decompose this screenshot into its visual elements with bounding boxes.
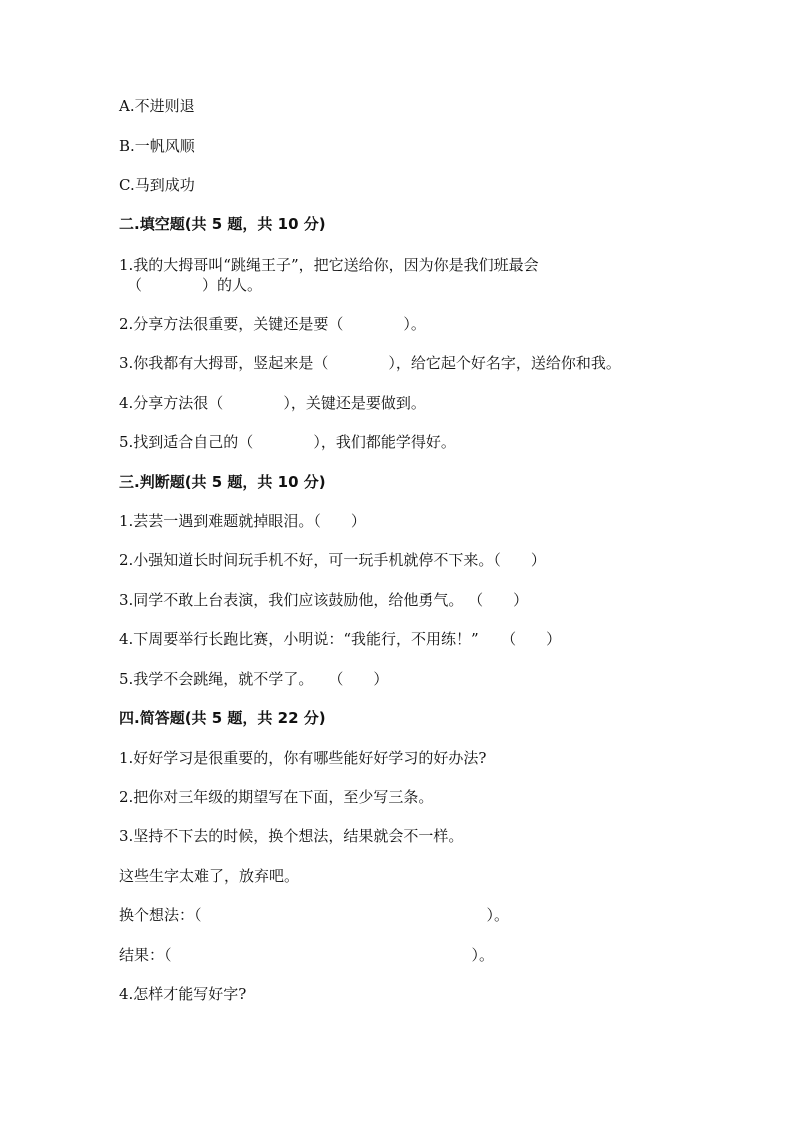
- judge-question-2: 2.小强知道长时间玩手机不好，可一玩手机就停不下来。（ ）: [119, 551, 546, 569]
- short-answer-question-3: 3.坚持不下去的时候，换个想法，结果就会不一样。: [119, 827, 464, 845]
- fill-question-1-line-2: （ ）的人。: [127, 276, 263, 294]
- fill-question-3: 3.你我都有大拇哥，竖起来是（ ），给它起个好名字，送给你和我。: [119, 354, 621, 372]
- judge-question-1: 1.芸芸一遇到难题就掉眼泪。（ ）: [119, 512, 366, 530]
- fill-question-2: 2.分享方法很重要，关键还是要（ ）。: [119, 315, 426, 333]
- short-answer-question-4: 4.怎样才能写好字?: [119, 985, 247, 1003]
- fill-question-1-line-1: 1.我的大拇哥叫“跳绳王子”，把它送给你，因为你是我们班最会: [119, 256, 539, 274]
- short-answer-question-3-prompt: 这些生字太难了，放弃吧。: [119, 867, 300, 885]
- fill-question-4: 4.分享方法很（ ），关键还是要做到。: [119, 394, 426, 412]
- judge-question-5: 5.我学不会跳绳，就不学了。 （ ）: [119, 670, 389, 688]
- option-c: C.马到成功: [119, 176, 195, 194]
- short-answer-question-3-change: 换个想法：（ ）。: [119, 906, 510, 924]
- section-2-heading: 二.填空题(共 5 题，共 10 分): [119, 215, 326, 233]
- section-4-heading: 四.简答题(共 5 题，共 22 分): [119, 709, 326, 727]
- short-answer-question-1: 1.好好学习是很重要的，你有哪些能好好学习的好办法?: [119, 749, 487, 767]
- judge-question-3: 3.同学不敢上台表演，我们应该鼓励他，给他勇气。 （ ）: [119, 591, 529, 609]
- short-answer-question-2: 2.把你对三年级的期望写在下面，至少写三条。: [119, 788, 434, 806]
- short-answer-question-3-result: 结果：（ ）。: [119, 946, 495, 964]
- fill-question-5: 5.找到适合自己的（ ），我们都能学得好。: [119, 433, 456, 451]
- section-3-heading: 三.判断题(共 5 题，共 10 分): [119, 473, 326, 491]
- option-a: A.不进则退: [119, 97, 195, 115]
- judge-question-4: 4.下周要举行长跑比赛，小明说：“我能行，不用练！” （ ）: [119, 630, 562, 648]
- option-b: B.一帆风顺: [119, 137, 195, 155]
